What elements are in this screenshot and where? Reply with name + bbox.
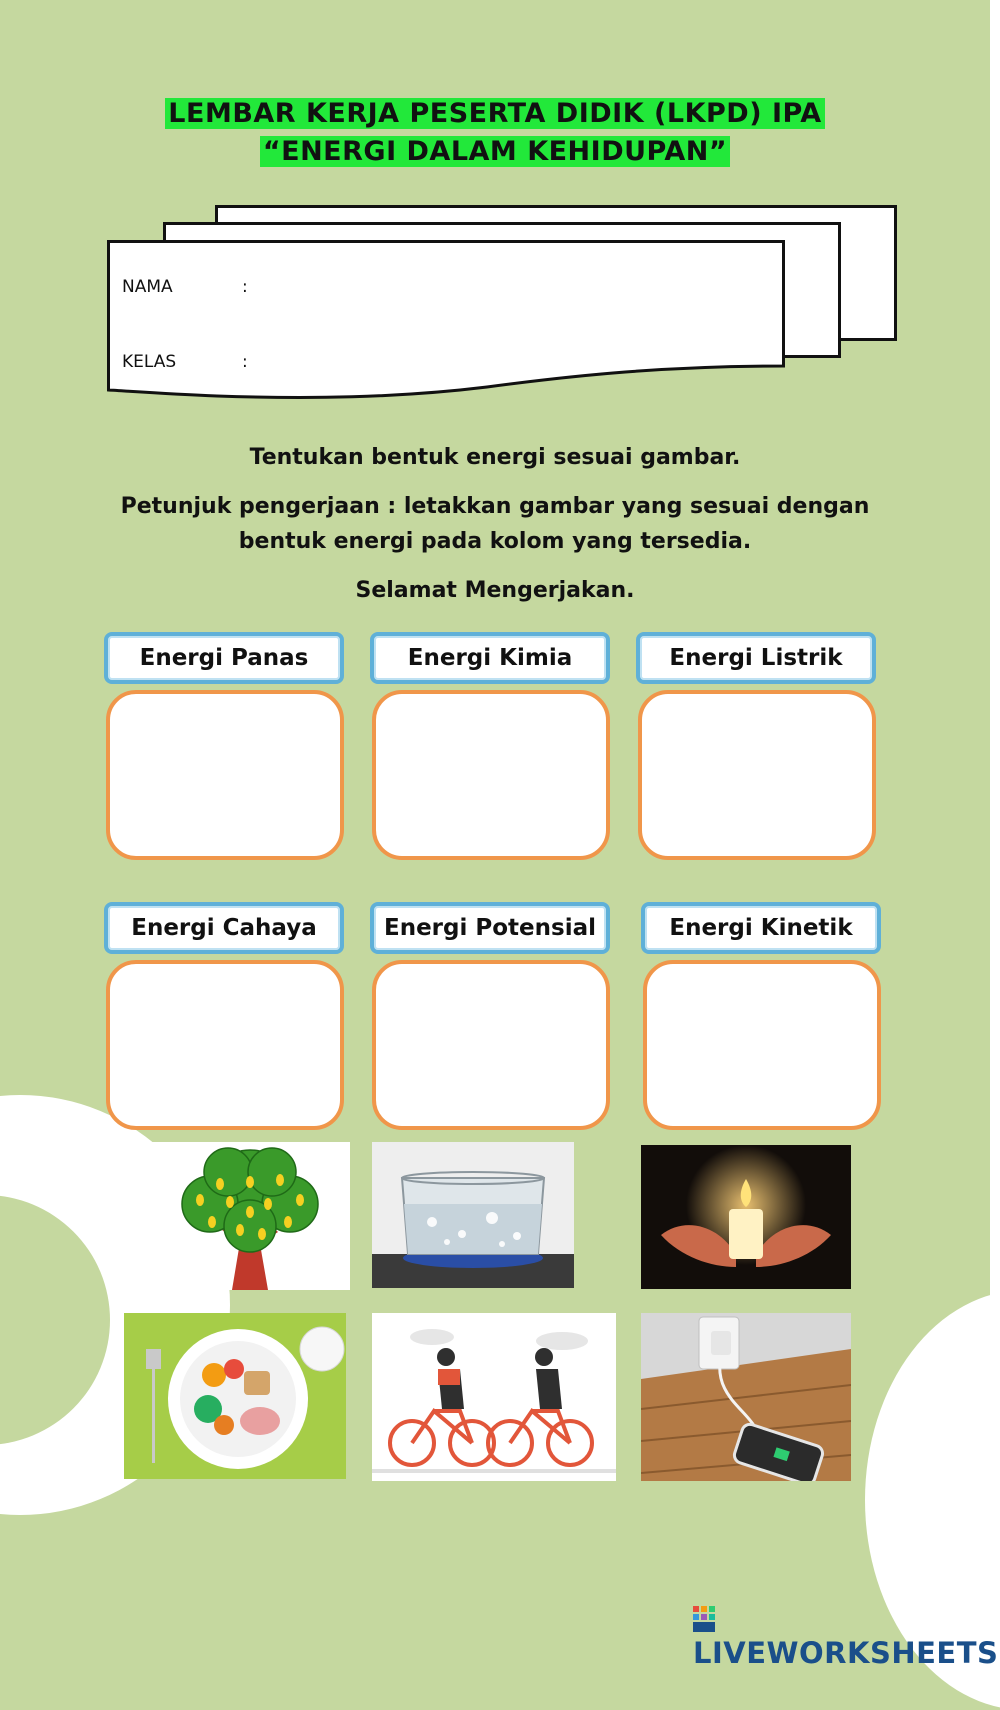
boiling-water-image[interactable] xyxy=(372,1142,574,1288)
drop-zone-listrik[interactable] xyxy=(638,690,876,860)
worksheet-title xyxy=(0,98,990,129)
worksheet-subtitle xyxy=(0,136,990,167)
brand-logo[interactable] xyxy=(693,1602,1000,1670)
candle-image[interactable] xyxy=(641,1145,851,1289)
task-instruction: Tentukan bentuk energi sesuai gambar. xyxy=(249,445,741,470)
guide-line-2: bentuk energi pada kolom yang tersedia. xyxy=(238,529,752,554)
guide-line-1: Petunjuk pengerjaan : letakkan gambar yang sesuai dengan xyxy=(120,494,870,519)
category-label-kimia: Energi Kimia xyxy=(370,632,610,684)
title-line-1: LEMBAR KERJA PESERTA DIDIK (LKPD) IPA xyxy=(165,98,824,129)
cyclists-image[interactable] xyxy=(372,1313,616,1481)
food-plate-image[interactable] xyxy=(124,1313,346,1479)
nama-colon: : xyxy=(242,277,248,297)
drop-zone-panas[interactable] xyxy=(106,690,344,860)
brand-name: LIVEWORKSHEETS xyxy=(693,1636,999,1670)
drop-zone-kinetik[interactable] xyxy=(643,960,881,1130)
closing-text: Selamat Mengerjakan. xyxy=(355,578,635,603)
category-label-cahaya: Energi Cahaya xyxy=(104,902,344,954)
kelas-field[interactable] xyxy=(122,352,248,372)
nama-label: NAMA xyxy=(122,277,173,297)
category-label-listrik: Energi Listrik xyxy=(636,632,876,684)
phone-charging-image[interactable] xyxy=(641,1313,851,1481)
kelas-colon: : xyxy=(242,352,248,372)
kelas-label: KELAS xyxy=(122,352,177,372)
name-card xyxy=(107,240,787,400)
title-line-2: “ENERGI DALAM KEHIDUPAN” xyxy=(260,136,730,167)
drop-zone-kimia[interactable] xyxy=(372,690,610,860)
category-label-potensial: Energi Potensial xyxy=(370,902,610,954)
nama-field[interactable] xyxy=(122,277,248,297)
drop-zone-potensial[interactable] xyxy=(372,960,610,1130)
drop-zone-cahaya[interactable] xyxy=(106,960,344,1130)
category-label-kinetik: Energi Kinetik xyxy=(641,902,881,954)
mango-tree-image[interactable] xyxy=(150,1142,350,1290)
liveworksheets-logo-icon xyxy=(693,1606,715,1632)
category-label-panas: Energi Panas xyxy=(104,632,344,684)
